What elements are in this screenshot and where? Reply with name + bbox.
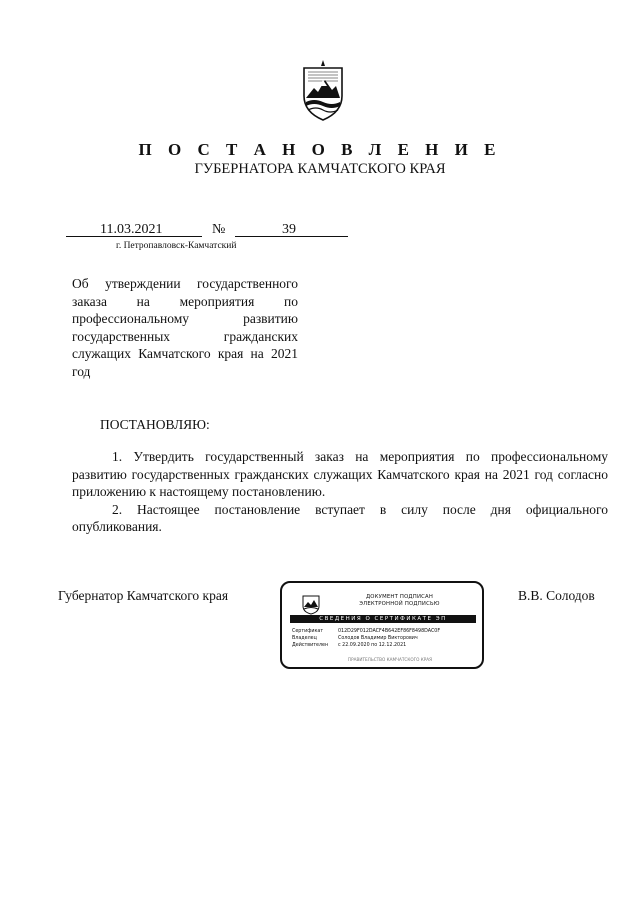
- stamp-band: СВЕДЕНИЯ О СЕРТИФИКАТЕ ЭП: [290, 615, 476, 623]
- coat-of-arms-emblem: [298, 58, 348, 122]
- document-city: г. Петропавловск-Камчатский: [116, 241, 237, 251]
- stamp-value: 012D29F012DACF4B642EF86F8498DAC0F: [338, 629, 441, 634]
- stamp-label: Сертификат: [292, 629, 324, 634]
- stamp-value: Солодов Владимир Викторович: [338, 636, 418, 642]
- paragraph-1: 1. Утвердить государственный заказ на мероприятия по профессиональному развитию государственных гражданских служащих Камчатского края на 2021 год согласно приложению к настоящему постановлению.: [72, 449, 608, 499]
- document-number: 39: [282, 222, 296, 237]
- stamp-row-certificate: [292, 628, 440, 635]
- signatory-name: В.В. Солодов: [518, 588, 595, 603]
- signatory-title: Губернатор Камчатского края: [58, 588, 229, 603]
- stamp-heading: [337, 594, 462, 608]
- stamp-value: с 22.09.2020 по 12.12.2021: [338, 643, 407, 649]
- stamp-heading-line-1: ДОКУМЕНТ ПОДПИСАН: [365, 594, 434, 600]
- document-subtitle: ГУБЕРНАТОРА КАМЧАТСКОГО КРАЯ: [194, 161, 446, 177]
- document-body: [72, 448, 608, 536]
- number-sign: №: [212, 222, 226, 237]
- stamp-row-validity: [292, 642, 440, 649]
- stamp-label: Действителен: [292, 643, 329, 649]
- stamp-heading-line-2: ЭЛЕКТРОННОЙ ПОДПИСЬЮ: [359, 601, 440, 607]
- electronic-signature-stamp: [280, 581, 484, 669]
- stamp-details: [292, 628, 440, 650]
- stamp-emblem-icon: [302, 593, 320, 615]
- stamp-label: Владелец: [292, 636, 317, 642]
- document-title: П О С Т А Н О В Л Е Н И Е: [138, 140, 502, 159]
- stamp-row-owner: [292, 635, 440, 642]
- stamp-footer: ПРАВИТЕЛЬСТВО КАМЧАТСКОГО КРАЯ: [347, 657, 433, 662]
- paragraph-2: 2. Настоящее постановление вступает в силу после дня официального опубликования.: [72, 501, 608, 534]
- decree-word: ПОСТАНОВЛЯЮ:: [100, 417, 210, 432]
- document-date: 11.03.2021: [100, 222, 163, 237]
- document-subject: Об утверждении государственного заказа на мероприятия по профессиональному развитию государственных гражданских служащих Камчатского края на 2021 год: [72, 276, 298, 379]
